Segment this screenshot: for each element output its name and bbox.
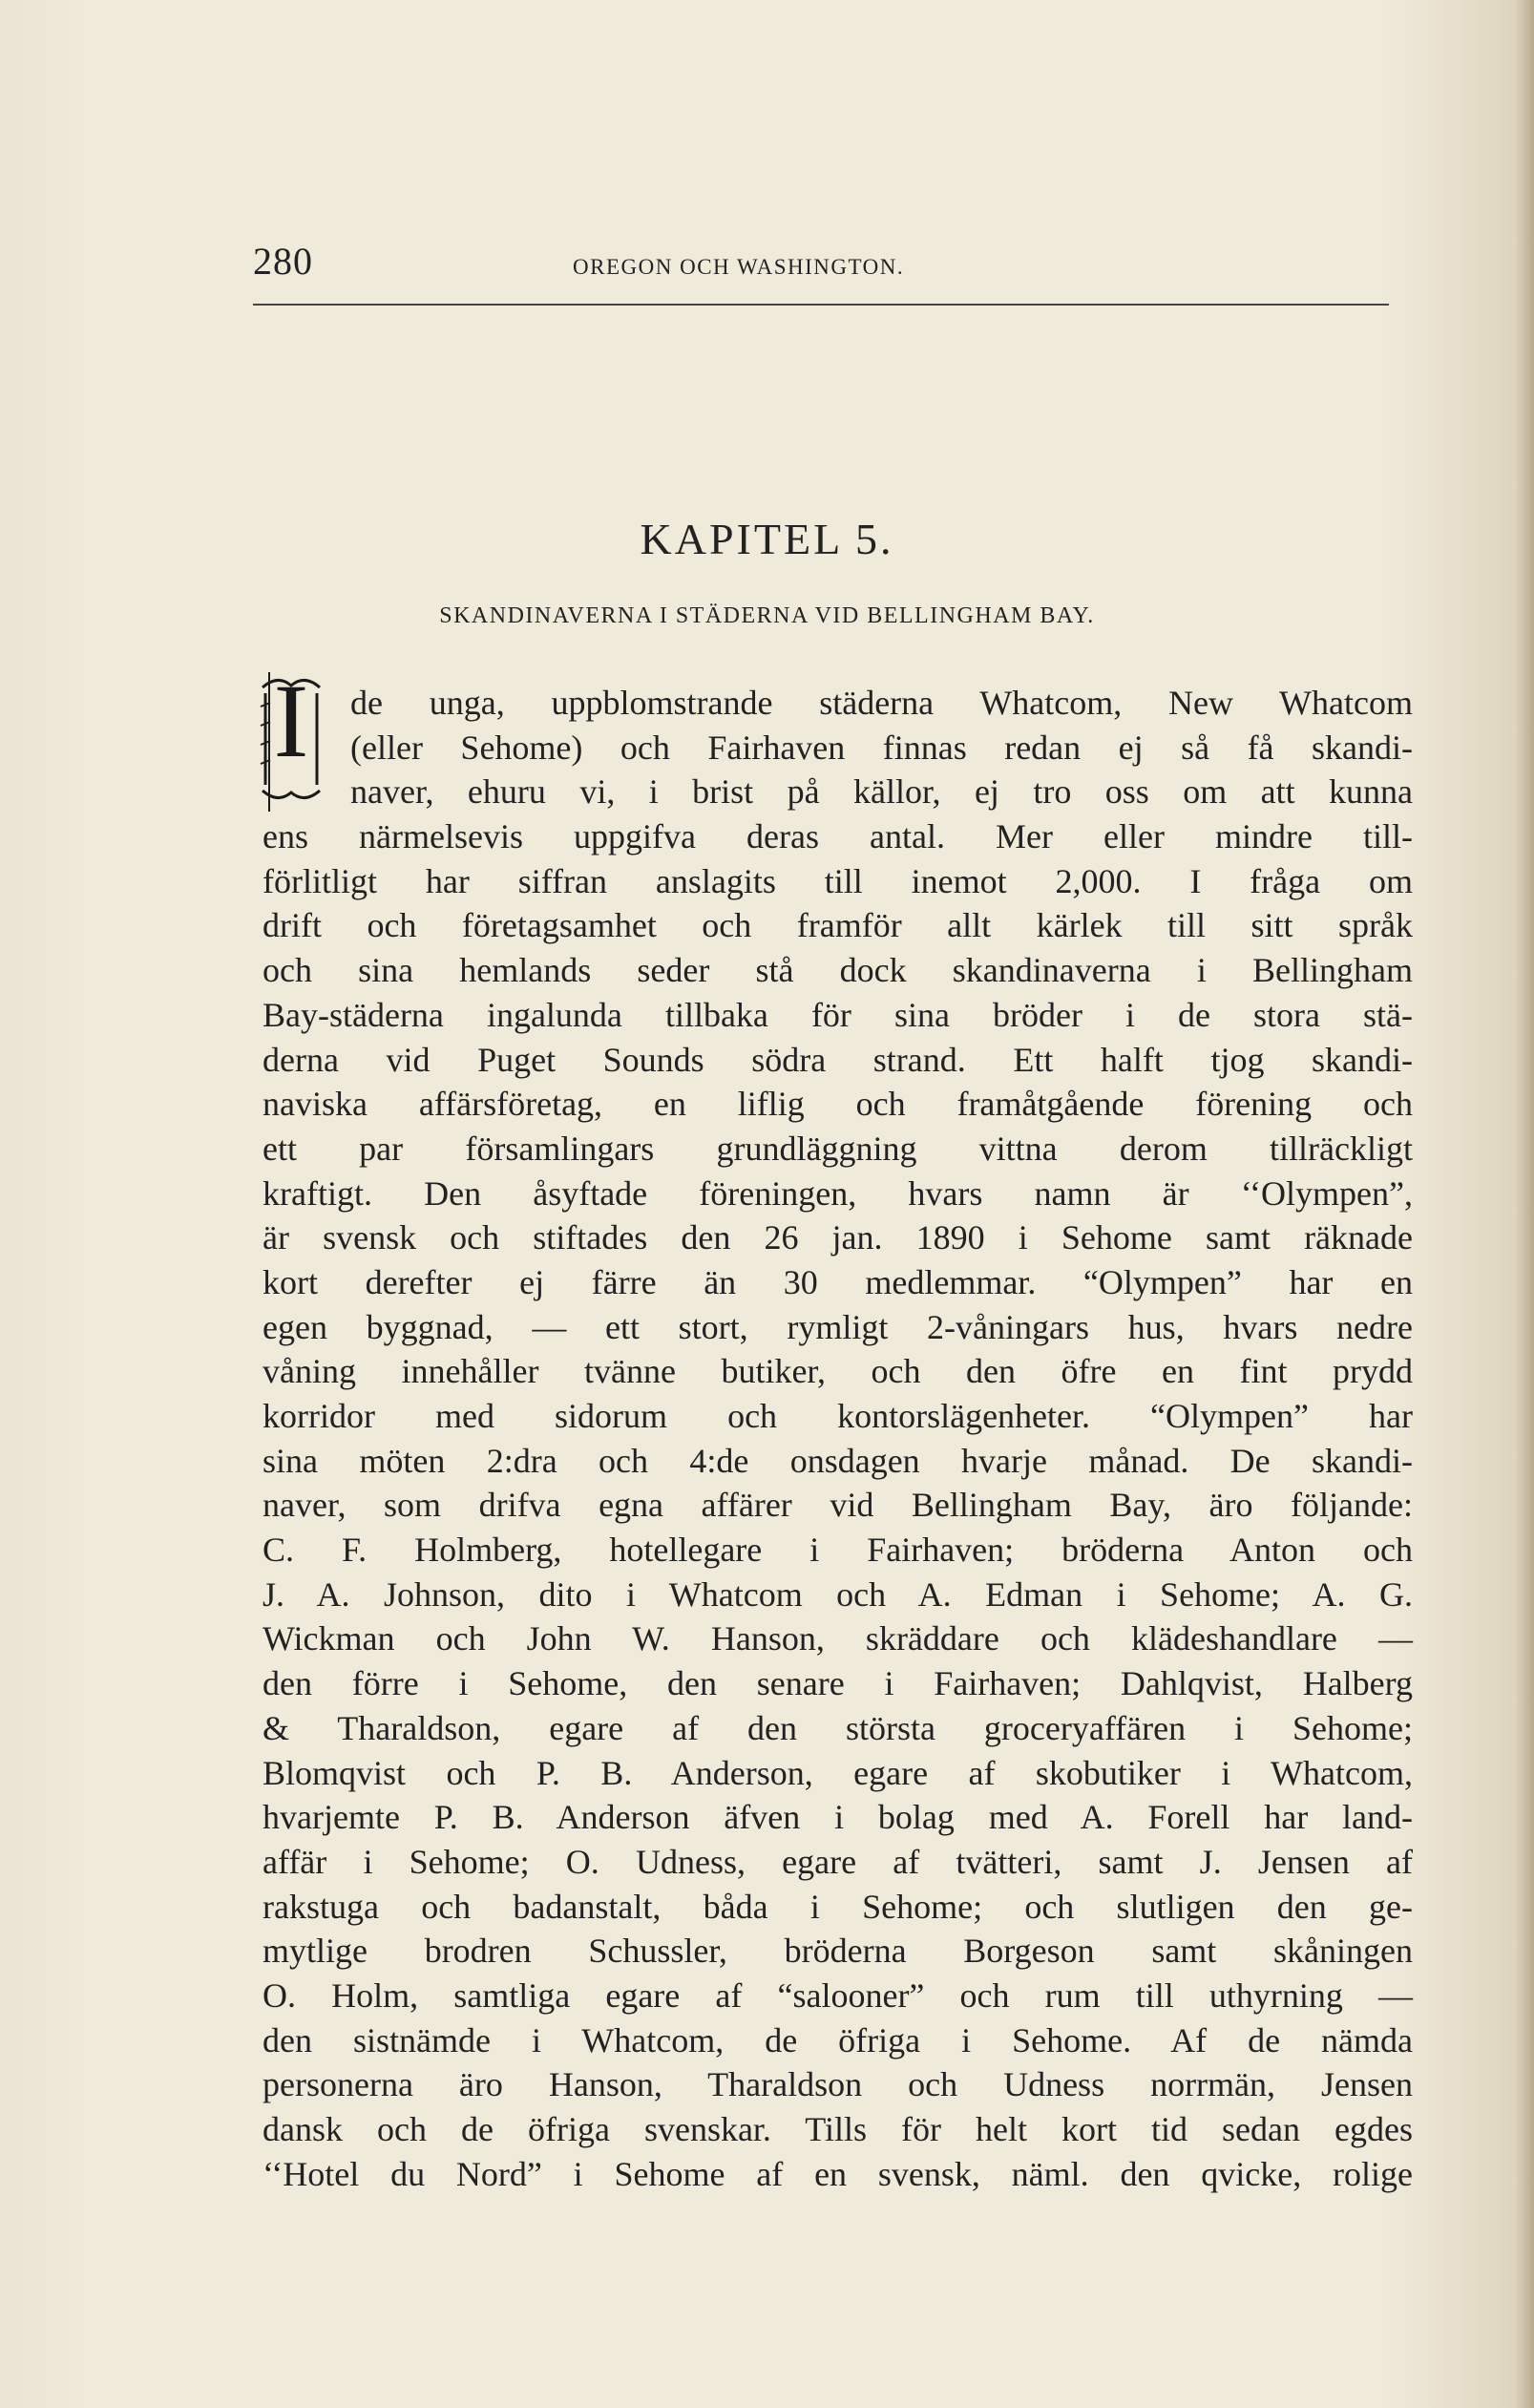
text-line: egen byggnad, — ett stort, rymligt 2-våningars hus, hvars nedre (263, 1307, 1413, 1346)
text-line: C. F. Holmberg, hotellegare i Fairhaven; bröderna Anton och (263, 1531, 1413, 1570)
text-line: drift och företagsamhet och framför allt kärlek till sitt språk (263, 906, 1413, 945)
page-edge (1513, 0, 1534, 2408)
text-line: förlitligt har siffran anslagits till inemot 2,000. I fråga om (263, 861, 1413, 900)
text-line: den sistnämde i Whatcom, de öfriga i Sehome. Af de nämda (263, 2020, 1413, 2059)
text-line: affär i Sehome; O. Udness, egare af tvätteri, samt J. Jensen af (263, 1842, 1413, 1881)
running-head (253, 239, 1389, 296)
text-line: våning innehåller tvänne butiker, och den öfre en fint prydd (263, 1352, 1413, 1391)
text-line: Bay-städerna ingalunda tillbaka för sina bröder i de stora stä- (263, 995, 1413, 1034)
text-line: och sina hemlands seder stå dock skandinaverna i Bellingham (263, 951, 1413, 990)
chapter-title: KAPITEL 5. (640, 515, 894, 563)
text-line: sina möten 2:dra och 4:de onsdagen hvarje månad. De skandi- (263, 1441, 1413, 1480)
text-line: ett par församlingars grundläggning vittna derom tillräckligt (263, 1129, 1413, 1168)
text-line: hvarjemte P. B. Anderson äfven i bolag med A. Forell har land- (263, 1798, 1413, 1837)
chapter-subtitle: SKANDINAVERNA I STÄDERNA VID BELLINGHAM BAY. (439, 603, 1095, 628)
text-line: är svensk och stiftades den 26 jan. 1890 i Sehome samt räknade (263, 1218, 1413, 1257)
running-title: OREGON OCH WASHINGTON. (573, 255, 905, 279)
text-line: den förre i Sehome, den senare i Fairhaven; Dahlqvist, Halberg (263, 1664, 1413, 1703)
text-line: mytlige brodren Schussler, bröderna Borgeson samt skåningen (263, 1932, 1413, 1971)
page-number: 280 (253, 240, 313, 283)
text-line: kort derefter ej färre än 30 medlemmar. “Olympen” har en (263, 1262, 1413, 1301)
text-line: kraftigt. Den åsyftade föreningen, hvars namn är ‘‘Olympen”, (263, 1173, 1413, 1213)
dropcap-letter: I (273, 668, 309, 779)
text-line: dansk och de öfriga svenskar. Tills för helt kort tid sedan egdes (263, 2110, 1413, 2148)
text-line: Wickman och John W. Hanson, skräddare och klädeshandlare — (263, 1619, 1413, 1658)
text-line: O. Holm, samtliga egare af “salooner” och rum till uthyrning — (263, 1975, 1413, 2015)
text-line: de unga, uppblomstrande städerna Whatcom, New Whatcom (350, 684, 1413, 722)
text-line: derna vid Puget Sounds södra strand. Ett halft tjog skandi- (263, 1040, 1413, 1079)
text-line: J. A. Johnson, dito i Whatcom och A. Edman i Sehome; A. G. (263, 1574, 1413, 1614)
body-text (263, 681, 1413, 2196)
text-line: naviska affärsföretag, en liflig och framåtgående förening och (263, 1085, 1413, 1124)
text-line: korridor med sidorum och kontorslägenheter. “Olympen” har (263, 1397, 1413, 1435)
text-line: naver, ehuru vi, i brist på källor, ej tro oss om att kunna (350, 772, 1413, 812)
text-line: personerna äro Hanson, Tharaldson och Udness norrmän, Jensen (263, 2065, 1413, 2104)
text-line: & Tharaldson, egare af den största groceryaffären i Sehome; (263, 1708, 1413, 1747)
text-line: ens närmelsevis uppgifva deras antal. Mer eller mindre till- (263, 817, 1413, 856)
text-line: Blomqvist och P. B. Anderson, egare af skobutiker i Whatcom, (263, 1753, 1413, 1792)
text-line: ‘‘Hotel du Nord” i Sehome af en svensk, näml. den qvicke, rolige (263, 2154, 1413, 2193)
text-line: (eller Sehome) och Fairhaven finnas redan ej så få skandi- (350, 728, 1413, 767)
text-line: rakstuga och badanstalt, båda i Sehome; och slutligen den ge- (263, 1887, 1413, 1926)
text-line: naver, som drifva egna affärer vid Bellingham Bay, äro följande: (263, 1486, 1413, 1525)
header-rule (253, 304, 1389, 306)
